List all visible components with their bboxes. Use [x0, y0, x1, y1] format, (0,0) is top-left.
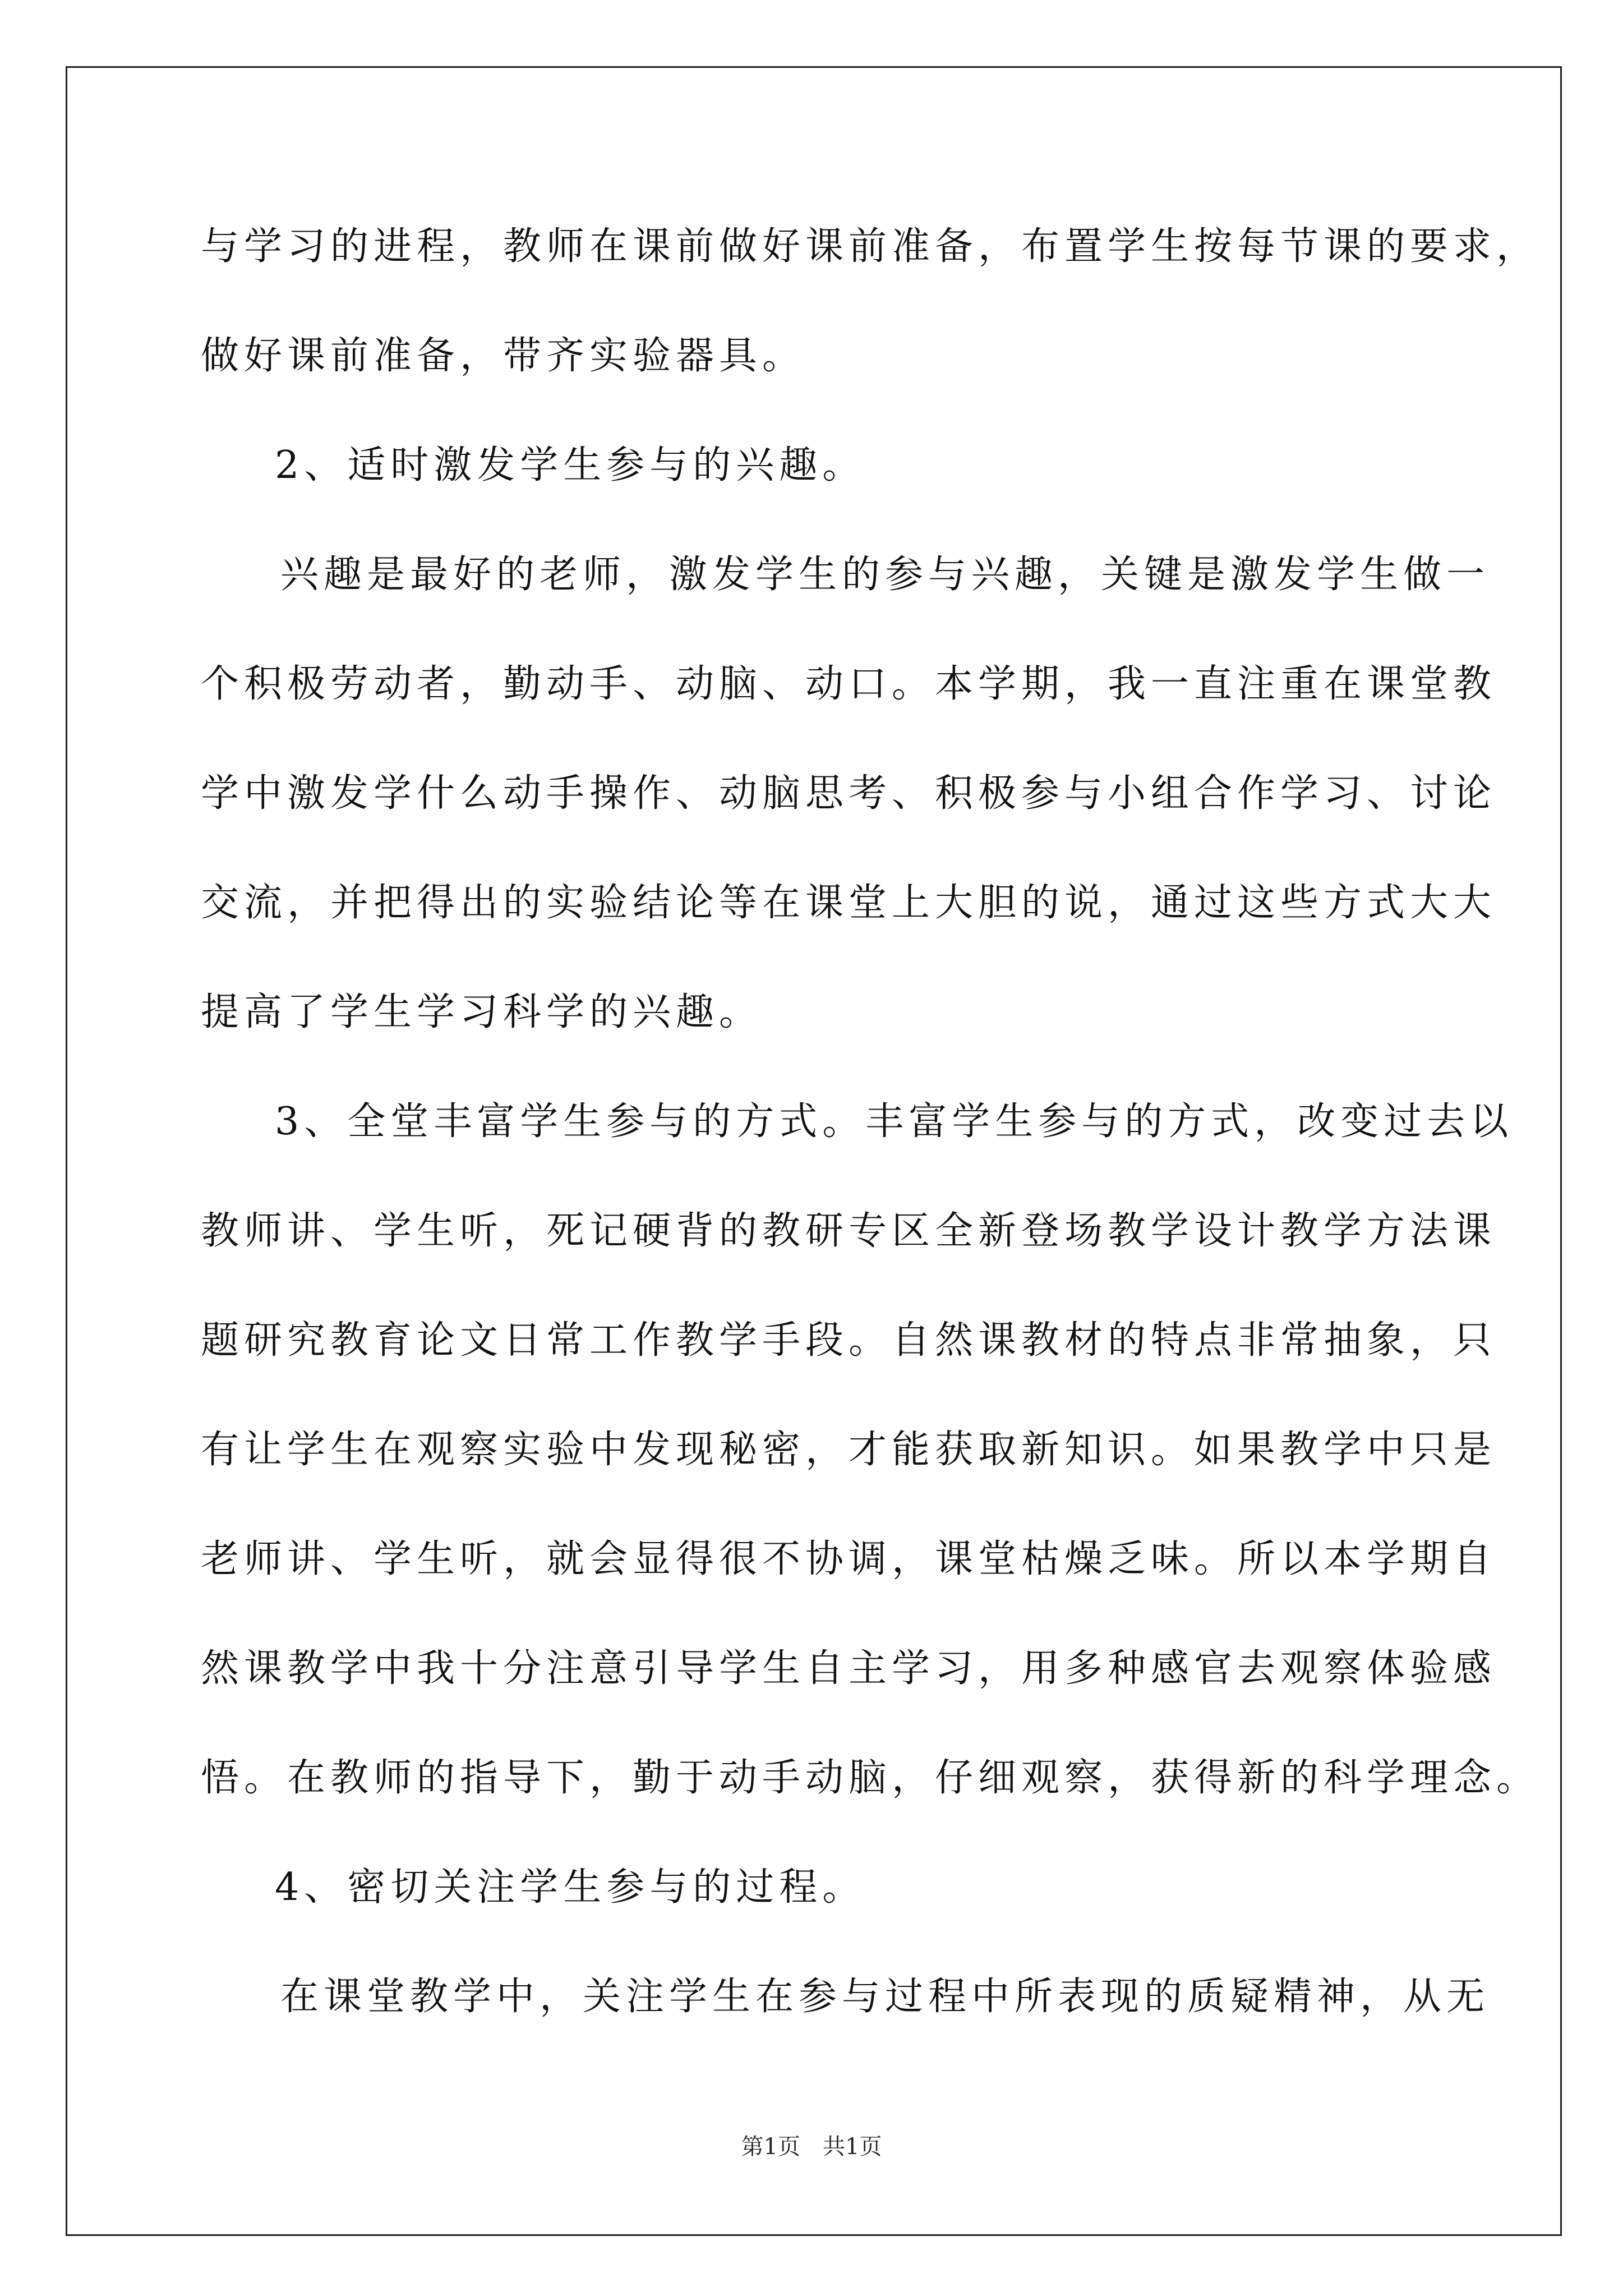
text-line: 学中激发学什么动手操作、动脑思考、积极参与小组合作学习、讨论: [201, 771, 1497, 816]
text-line: 然课教学中我十分注意引导学生自主学习，用多种感官去观察体验感: [201, 1646, 1497, 1691]
text-line: 题研究教育论文日常工作教学手段。自然课教材的特点非常抽象，只: [201, 1318, 1497, 1363]
text-line: 4、密切关注学生参与的过程。: [275, 1865, 866, 1910]
text-line: 2、适时激发学生参与的兴趣。: [275, 443, 866, 487]
text-line: 悟。在教师的指导下，勤于动手动脑，仔细观察，获得新的科学理念。: [201, 1756, 1540, 1800]
text-line: 老师讲、学生听，就会显得很不协调，课堂枯燥乏味。所以本学期自: [201, 1537, 1497, 1581]
text-line: 提高了学生学习科学的兴趣。: [201, 990, 763, 1034]
text-line: 与学习的进程，教师在课前做好课前准备，布置学生按每节课的要求，: [201, 224, 1540, 269]
text-line: 有让学生在观察实验中发现秘密，才能获取新知识。如果教学中只是: [201, 1428, 1497, 1472]
text-line: 做好课前准备，带齐实验器具。: [201, 334, 806, 378]
page-footer: 第1页 共1页: [741, 2134, 882, 2160]
text-line: 个积极劳动者，勤动手、动脑、动口。本学期，我一直注重在课堂教: [201, 662, 1497, 706]
text-line: 交流，并把得出的实验结论等在课堂上大胆的说，通过这些方式大大: [201, 881, 1497, 925]
text-line: 在课堂教学中，关注学生在参与过程中所表现的质疑精神，从无: [280, 1975, 1490, 2019]
text-line: 兴趣是最好的老师，激发学生的参与兴趣，关键是激发学生做一: [280, 553, 1490, 597]
text-line: 教师讲、学生听，死记硬背的教研专区全新登场教学设计教学方法课: [201, 1209, 1497, 1253]
text-line: 3、全堂丰富学生参与的方式。丰富学生参与的方式，改变过去以: [275, 1099, 1514, 1144]
